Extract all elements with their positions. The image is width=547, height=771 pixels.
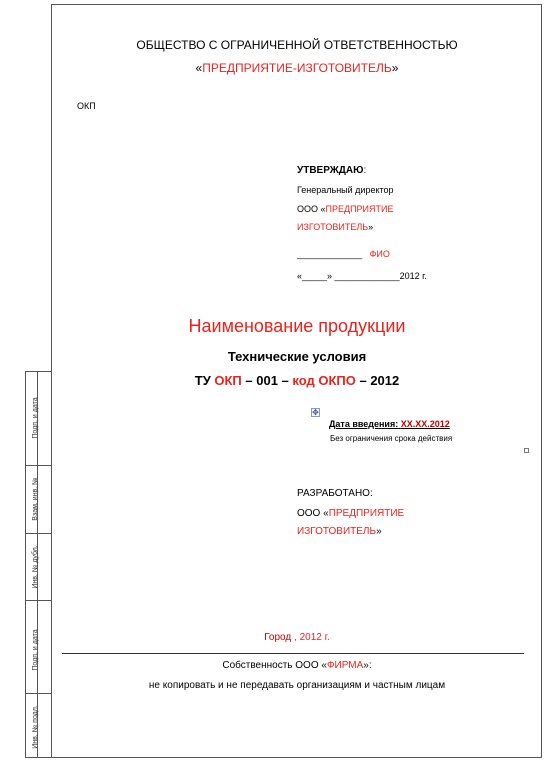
developed-heading: РАЗРАБОТАНО: [297,488,373,499]
developed-company-line2: ИЗГОТОВИТЕЛЬ» [297,526,382,537]
side-stamp-separator [25,465,52,466]
ownership-line: Собственность ООО «ФИРМА»: [222,660,372,671]
city-year: Город , 2012 г. [264,632,330,643]
side-stamp-separator [25,693,52,694]
side-label-sign-date-1: Подп. и дата [32,397,39,439]
footer-divider [62,653,524,654]
approval-signature: _____________ ФИО [297,249,390,259]
approval-company-line1: ООО «ПРЕДПРИЯТИЕ [297,204,394,214]
org-type-title: ОБЩЕСТВО С ОГРАНИЧЕННОЙ ОТВЕТСТВЕННОСТЬЮ [136,38,458,52]
side-label-dup-inv: Инв. № дубл. [32,545,39,589]
org-name: «ПРЕДПРИЯТИЕ-ИЗГОТОВИТЕЛЬ» [195,61,399,75]
approval-position: Генеральный директор [297,185,394,195]
approval-heading: УТВЕРЖДАЮ: [297,165,367,176]
side-label-orig-inv: Инв. № подл. [32,705,39,749]
resize-handle-icon[interactable] [524,448,529,453]
introduction-date: Дата введения: ХХ.ХХ.2012 [329,419,450,429]
approval-date: «_____» _____________2012 г. [297,271,427,281]
document-type: Технические условия [227,349,367,364]
tu-code: ТУ ОКП – 001 – код ОКПО – 2012 [194,373,400,388]
product-name: Наименование продукции [188,316,406,336]
no-copy-notice: не копировать и не передавать организациям и частным лицам [148,680,446,691]
table-move-handle-icon[interactable]: ✥ [312,408,319,417]
side-label-sign-date-2: Подп. и дата [32,629,39,671]
side-label-replace-inv: Взам. инв. № [32,477,39,521]
side-stamp-separator [25,533,52,534]
introduction-limit: Без ограничения срока действия [330,434,453,443]
side-stamp-separator [25,600,52,601]
approval-company-line2: ИЗГОТОВИТЕЛЬ» [297,222,374,232]
okp-label: ОКП [77,101,96,111]
developed-company-line1: ООО «ПРЕДПРИЯТИЕ [297,508,405,519]
